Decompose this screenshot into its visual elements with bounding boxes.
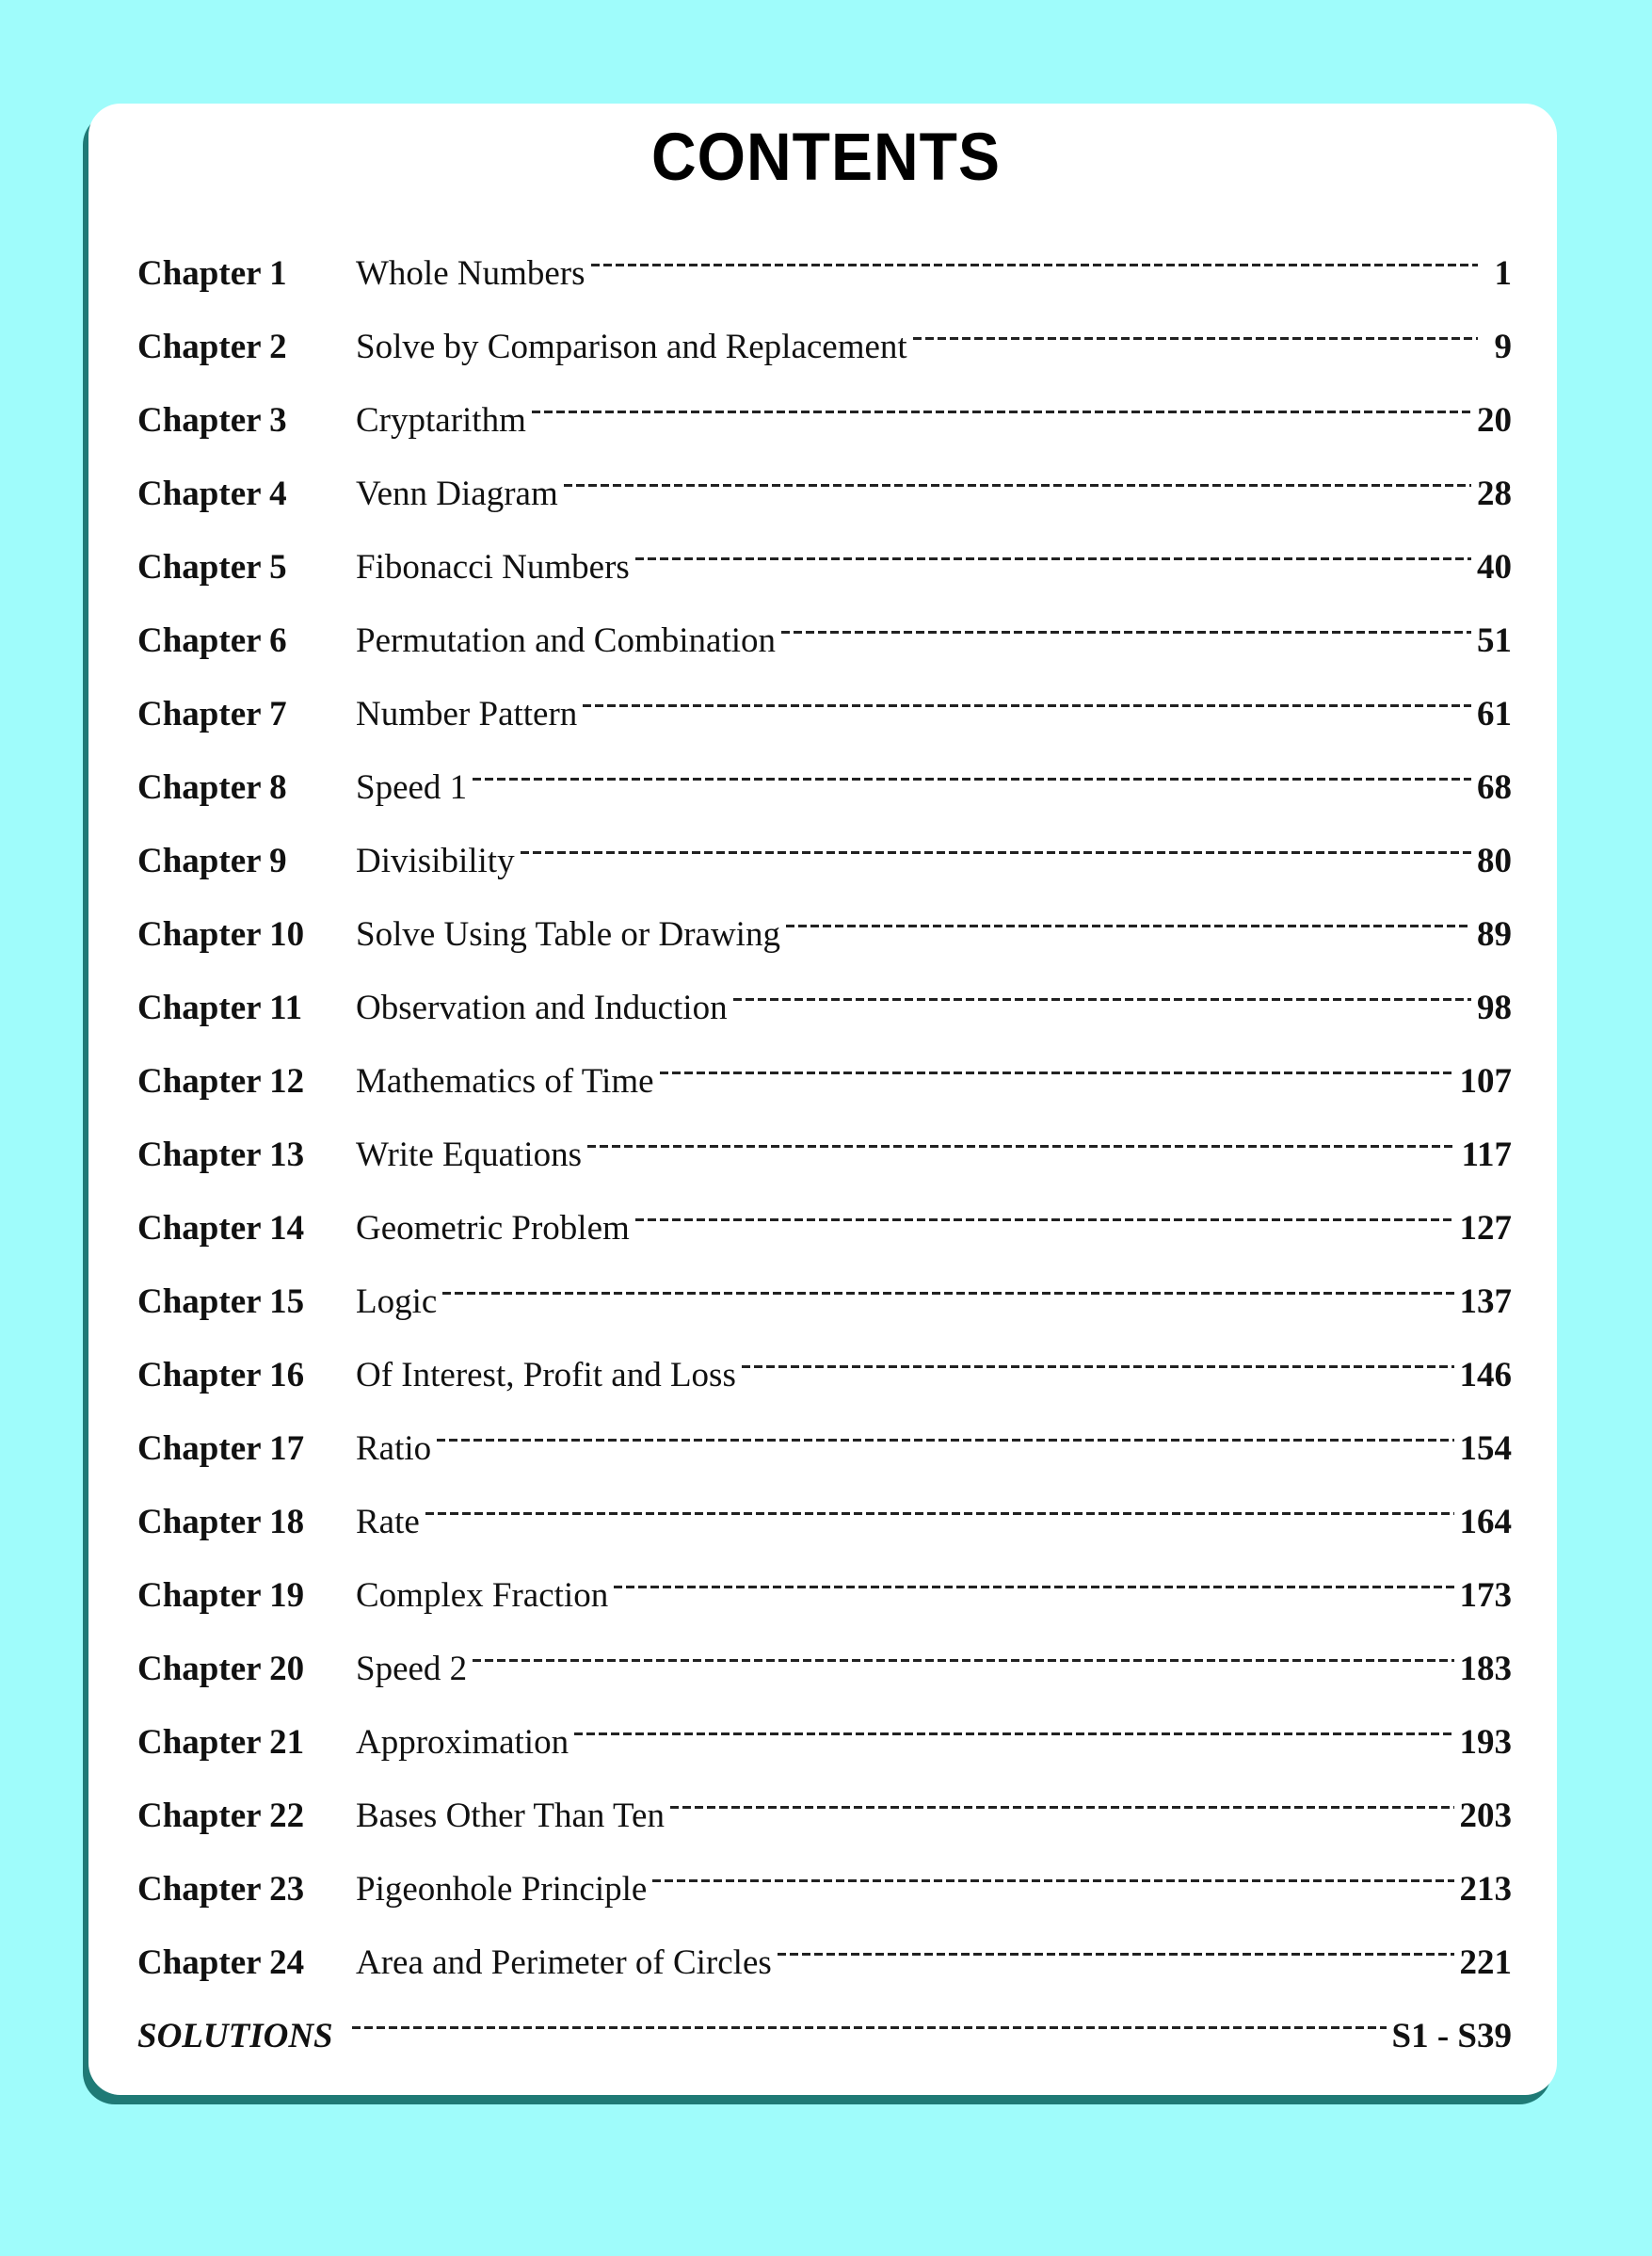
page-number: 127 <box>1459 1209 1512 1248</box>
page-number: 154 <box>1459 1429 1512 1468</box>
dot-leader <box>587 1119 1456 1156</box>
toc-row[interactable] <box>137 981 1512 1055</box>
dot-leader <box>614 1559 1453 1597</box>
dot-leader <box>574 1706 1453 1744</box>
page-number: 9 <box>1494 328 1512 366</box>
chapter-title: Mathematics of Time <box>356 1062 654 1101</box>
dot-leader <box>583 678 1471 716</box>
chapter-label: Chapter 6 <box>137 621 287 660</box>
dot-leader <box>591 237 1478 275</box>
toc-row[interactable] <box>137 908 1512 981</box>
dot-leader <box>473 751 1471 789</box>
page-number: 203 <box>1459 1797 1512 1835</box>
toc-row[interactable] <box>137 1201 1512 1275</box>
chapter-title: Geometric Problem <box>356 1209 630 1248</box>
chapter-label: Chapter 10 <box>137 915 305 954</box>
toc-row[interactable] <box>137 834 1512 908</box>
chapter-label: Chapter 8 <box>137 768 287 807</box>
chapter-label: Chapter 14 <box>137 1209 305 1248</box>
chapter-title: Rate <box>356 1503 420 1541</box>
toc-row[interactable] <box>137 394 1512 467</box>
chapter-label: Chapter 24 <box>137 1943 305 1982</box>
dot-leader <box>635 1192 1454 1230</box>
chapter-title: Whole Numbers <box>356 254 585 293</box>
chapter-title: Venn Diagram <box>356 475 558 513</box>
toc-row[interactable] <box>137 1348 1512 1422</box>
page-number: 40 <box>1477 548 1512 587</box>
page-number: 61 <box>1477 695 1512 733</box>
chapter-title: Logic <box>356 1282 438 1321</box>
dot-leader <box>521 825 1471 862</box>
dot-leader <box>778 1926 1454 1964</box>
page-number: 173 <box>1459 1576 1512 1615</box>
dot-leader <box>352 2000 1387 2038</box>
page-number: 221 <box>1459 1943 1512 1982</box>
toc-row[interactable] <box>137 1055 1512 1128</box>
chapter-label: Chapter 7 <box>137 695 287 733</box>
chapter-title: Divisibility <box>356 842 515 880</box>
page-number: 183 <box>1459 1650 1512 1688</box>
toc-row-solutions[interactable] <box>137 2009 1512 2083</box>
page-number: 193 <box>1459 1723 1512 1762</box>
page-title: CONTENTS <box>651 119 1001 194</box>
chapter-title: Approximation <box>356 1723 569 1762</box>
dot-leader <box>425 1486 1454 1523</box>
toc-row[interactable] <box>137 1862 1512 1936</box>
chapter-title: Speed 2 <box>356 1650 468 1688</box>
dot-leader <box>781 604 1471 642</box>
toc-row[interactable] <box>137 1275 1512 1348</box>
chapter-title: Complex Fraction <box>356 1576 609 1615</box>
chapter-title: Speed 1 <box>356 768 468 807</box>
toc-row[interactable] <box>137 1128 1512 1201</box>
solutions-page-range: S1 - S39 <box>1391 2017 1512 2055</box>
chapter-label: Chapter 5 <box>137 548 287 587</box>
toc-row[interactable] <box>137 1495 1512 1569</box>
chapter-label: Chapter 18 <box>137 1503 305 1541</box>
page-number: 137 <box>1459 1282 1512 1321</box>
toc-row[interactable] <box>137 687 1512 761</box>
chapter-label: Chapter 13 <box>137 1136 305 1174</box>
dot-leader <box>442 1265 1453 1303</box>
chapter-label: Chapter 12 <box>137 1062 305 1101</box>
dot-leader <box>670 1780 1454 1817</box>
chapter-title: Solve by Comparison and Replacement <box>356 328 907 366</box>
toc-row[interactable] <box>137 1716 1512 1789</box>
dot-leader <box>786 898 1471 936</box>
toc-row[interactable] <box>137 540 1512 614</box>
chapter-label: Chapter 23 <box>137 1870 305 1909</box>
page-number: 117 <box>1461 1136 1512 1174</box>
chapter-label: Chapter 17 <box>137 1429 305 1468</box>
chapter-title: Ratio <box>356 1429 432 1468</box>
toc-row[interactable] <box>137 1569 1512 1642</box>
page-number: 68 <box>1477 768 1512 807</box>
page-number: 98 <box>1477 989 1512 1027</box>
chapter-title: Of Interest, Profit and Loss <box>356 1356 736 1394</box>
page-number: 146 <box>1459 1356 1512 1394</box>
solutions-label: SOLUTIONS <box>137 2017 333 2055</box>
chapter-label: Chapter 1 <box>137 254 287 293</box>
page-number: 164 <box>1459 1503 1512 1541</box>
chapter-title: Write Equations <box>356 1136 582 1174</box>
chapter-title: Cryptarithm <box>356 401 526 440</box>
chapter-label: Chapter 22 <box>137 1797 305 1835</box>
toc-row[interactable] <box>137 320 1512 394</box>
toc-row[interactable] <box>137 1642 1512 1716</box>
chapter-title: Bases Other Than Ten <box>356 1797 665 1835</box>
table-of-contents <box>137 247 1512 2083</box>
page-number: 80 <box>1477 842 1512 880</box>
chapter-label: Chapter 9 <box>137 842 287 880</box>
chapter-title: Fibonacci Numbers <box>356 548 630 587</box>
chapter-title: Solve Using Table or Drawing <box>356 915 780 954</box>
page-number: 89 <box>1477 915 1512 954</box>
page-number: 1 <box>1494 254 1512 293</box>
page-number: 28 <box>1477 475 1512 513</box>
page-number: 51 <box>1477 621 1512 660</box>
dot-leader <box>437 1412 1453 1450</box>
chapter-label: Chapter 20 <box>137 1650 305 1688</box>
dot-leader <box>742 1339 1454 1377</box>
dot-leader <box>652 1853 1453 1891</box>
chapter-title: Observation and Induction <box>356 989 728 1027</box>
dot-leader <box>913 311 1478 348</box>
chapter-label: Chapter 11 <box>137 989 303 1027</box>
toc-row[interactable] <box>137 1936 1512 2009</box>
toc-row[interactable] <box>137 247 1512 320</box>
page-number: 213 <box>1459 1870 1512 1909</box>
dot-leader <box>635 531 1471 569</box>
chapter-title: Pigeonhole Principle <box>356 1870 648 1909</box>
chapter-label: Chapter 16 <box>137 1356 305 1394</box>
dot-leader <box>660 1045 1454 1083</box>
toc-row[interactable] <box>137 1422 1512 1495</box>
page-number: 20 <box>1477 401 1512 440</box>
dot-leader <box>473 1633 1453 1670</box>
chapter-label: Chapter 19 <box>137 1576 305 1615</box>
chapter-title: Area and Perimeter of Circles <box>356 1943 772 1982</box>
page-number: 107 <box>1459 1062 1512 1101</box>
toc-row[interactable] <box>137 761 1512 834</box>
chapter-label: Chapter 3 <box>137 401 287 440</box>
dot-leader <box>564 458 1471 495</box>
chapter-title: Number Pattern <box>356 695 578 733</box>
chapter-label: Chapter 4 <box>137 475 287 513</box>
chapter-title: Permutation and Combination <box>356 621 777 660</box>
chapter-label: Chapter 15 <box>137 1282 305 1321</box>
dot-leader <box>733 972 1471 1009</box>
toc-row[interactable] <box>137 1789 1512 1862</box>
chapter-label: Chapter 2 <box>137 328 287 366</box>
dot-leader <box>532 384 1471 422</box>
chapter-label: Chapter 21 <box>137 1723 305 1762</box>
toc-row[interactable] <box>137 614 1512 687</box>
toc-row[interactable] <box>137 467 1512 540</box>
